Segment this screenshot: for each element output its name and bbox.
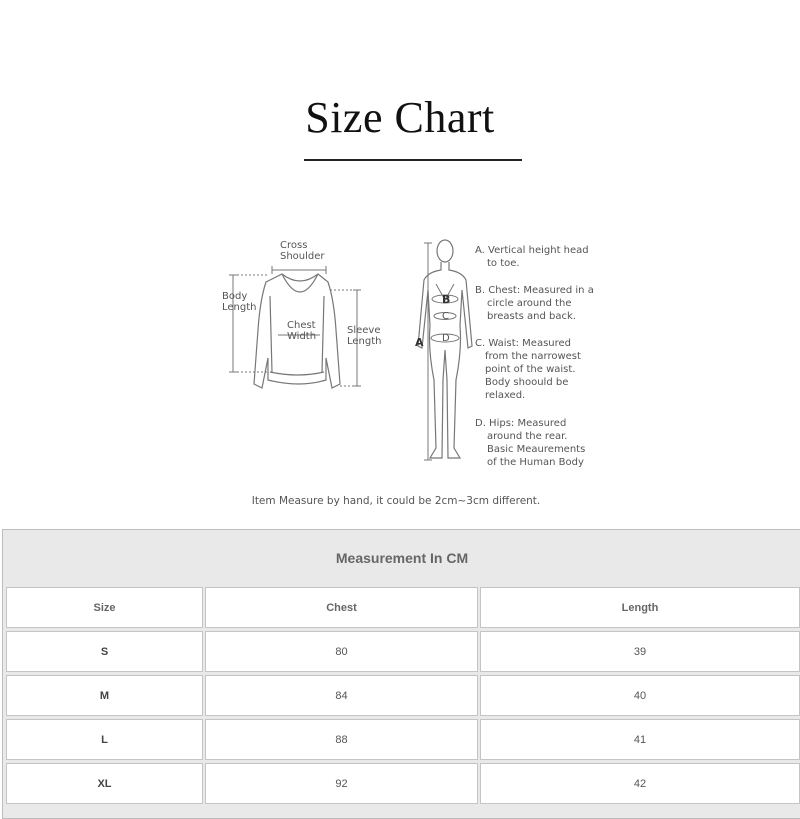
- note-c-2: from the narrowest: [485, 351, 581, 362]
- measure-note: Item Measure by hand, it could be 2cm~3cm different.: [251, 495, 541, 507]
- note-d-1: D. Hips: Measured: [475, 418, 567, 429]
- chest-width-label-2: Width: [287, 331, 317, 342]
- table-row-m-chest: 84: [205, 675, 478, 716]
- table-row-s-chest: 80: [205, 631, 478, 672]
- note-a-1: A. Vertical height head: [475, 245, 589, 256]
- note-c-3: point of the waist.: [485, 364, 576, 375]
- column-header-length: Length: [480, 587, 800, 628]
- size-table: [2, 529, 800, 819]
- note-c-1: C. Waist: Measured: [475, 338, 572, 349]
- table-row-s-length: 39: [480, 631, 800, 672]
- marker-b: B: [442, 293, 451, 306]
- table-row-m-length: 40: [480, 675, 800, 716]
- table-row-s-size: S: [6, 631, 203, 672]
- note-d-2: around the rear.: [487, 431, 568, 442]
- marker-a: A: [415, 336, 424, 349]
- body-measure-lines: [424, 243, 459, 460]
- cross-shoulder-label-2: Shoulder: [280, 251, 325, 262]
- note-c-5: relaxed.: [485, 390, 526, 401]
- note-d-3: Basic Meaurements: [487, 444, 586, 455]
- body-length-label-1: Body: [222, 291, 248, 302]
- table-row-m-size: M: [6, 675, 203, 716]
- table-row-l-length: 41: [480, 719, 800, 760]
- measurement-notes: [475, 245, 594, 468]
- sleeve-length-label-1: Sleeve: [347, 325, 381, 336]
- note-c-4: Body shoould be: [485, 377, 569, 388]
- cross-shoulder-label-1: Cross: [280, 240, 308, 251]
- sleeve-length-label-2: Length: [347, 336, 382, 347]
- marker-c: C: [442, 311, 449, 322]
- body-length-label-2: Length: [222, 302, 257, 313]
- table-row-l-chest: 88: [205, 719, 478, 760]
- table-row-l-size: L: [6, 719, 203, 760]
- human-body-icon: [418, 240, 472, 458]
- note-b-3: breasts and back.: [487, 311, 576, 322]
- column-header-size: Size: [6, 587, 203, 628]
- column-header-chest: Chest: [205, 587, 478, 628]
- table-row-xl-size: XL: [6, 763, 203, 804]
- note-b-2: circle around the: [487, 298, 572, 309]
- note-a-2: to toe.: [487, 258, 520, 269]
- table-row-xl-chest: 92: [205, 763, 478, 804]
- page-title: Size Chart: [305, 93, 495, 142]
- table-row-xl-length: 42: [480, 763, 800, 804]
- table-caption: Measurement In CM: [335, 550, 469, 566]
- note-b-1: B. Chest: Measured in a: [475, 285, 594, 296]
- note-d-4: of the Human Body: [487, 457, 584, 468]
- marker-d: D: [442, 333, 450, 344]
- chest-width-label-1: Chest: [287, 320, 316, 331]
